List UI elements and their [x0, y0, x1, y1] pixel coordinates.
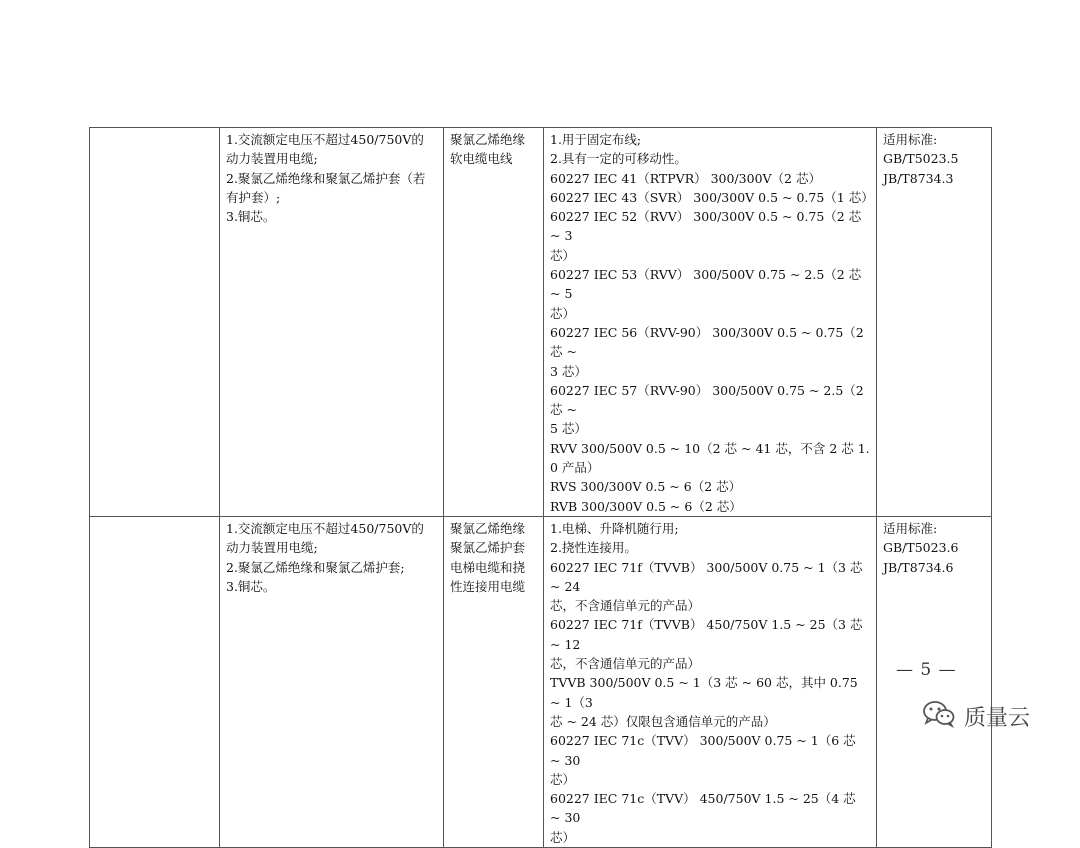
- text-line: 3.铜芯。: [226, 578, 276, 594]
- text-line: 芯，不含通信单元的产品）: [550, 598, 701, 614]
- text-line: 1.交流额定电压不超过450/750V的: [226, 520, 424, 536]
- text-line: 60227 IEC 57（RVV-90） 300/500V 0.75 ~ 2.5（2 芯 ~: [550, 382, 864, 418]
- brand-watermark: [922, 700, 1030, 732]
- text-line: 60227 IEC 56（RVV-90） 300/300V 0.5 ~ 0.75（2 芯 ~: [550, 324, 864, 360]
- text-line: 软电缆电线: [450, 151, 513, 167]
- text-line: 芯，不含通信单元的产品）: [550, 656, 701, 672]
- text-line: 2.聚氯乙烯绝缘和聚氯乙烯护套;: [226, 559, 405, 575]
- text-line: 1.交流额定电压不超过450/750V的: [226, 132, 424, 147]
- text-line: 1.用于固定布线;: [550, 132, 642, 147]
- text-line: 电梯电缆和挠: [450, 559, 526, 575]
- text-line: RVB 300/300V 0.5 ~ 6（2 芯）: [550, 498, 742, 514]
- text-line: 适用标准:: [883, 520, 938, 536]
- text-line: 2.具有一定的可移动性。: [550, 151, 687, 167]
- text-line: RVV 300/500V 0.5 ~ 10（2 芯 ~ 41 芯，不含 2 芯 1.0 产品）: [550, 440, 870, 476]
- table-row: [90, 516, 992, 847]
- text-line: 2.挠性连接用。: [550, 540, 637, 556]
- page-number: — 5 —: [896, 660, 957, 680]
- brand-name: 质量云: [964, 705, 1031, 731]
- scope-cell: [220, 516, 444, 847]
- text-line: 1.电梯、升降机随行用;: [550, 520, 679, 536]
- text-line: JB/T8734.3: [883, 170, 954, 186]
- text-line: 60227 IEC 71f（TVVB） 300/500V 0.75 ~ 1（3 芯 ~ 24: [550, 559, 863, 594]
- text-line: 性连接用电缆: [450, 578, 526, 594]
- text-line: GB/T5023.5: [883, 151, 959, 167]
- text-line: 芯）: [550, 771, 576, 787]
- text-line: RVS 300/300V 0.5 ~ 6（2 芯）: [550, 479, 742, 495]
- text-line: 60227 IEC 43（SVR） 300/300V 0.5 ~ 0.75（1 芯）: [550, 189, 874, 205]
- text-line: 2.聚氯乙烯绝缘和聚氯乙烯护套（若: [226, 170, 426, 186]
- standard-cell: [877, 128, 992, 517]
- text-line: 聚氯乙烯绝缘: [450, 520, 526, 536]
- text-line: 60227 IEC 53（RVV） 300/500V 0.75 ~ 2.5（2 芯 ~ 5: [550, 267, 862, 302]
- text-line: 5 芯）: [550, 421, 587, 437]
- models-cell: [544, 516, 877, 847]
- text-line: 聚氯乙烯绝缘: [450, 132, 526, 147]
- text-line: 60227 IEC 71f（TVVB） 450/750V 1.5 ~ 25（3 芯 ~ 12: [550, 617, 863, 652]
- text-line: 有护套）;: [226, 189, 281, 205]
- text-line: 60227 IEC 71c（TVV） 450/750V 1.5 ~ 25（4 芯 ~ 30: [550, 791, 856, 826]
- text-line: 60227 IEC 52（RVV） 300/300V 0.5 ~ 0.75（2 芯 ~ 3: [550, 209, 862, 244]
- models-cell: [544, 128, 877, 517]
- scope-cell: [220, 128, 444, 517]
- wechat-icon: [922, 700, 956, 732]
- text-line: 芯 ~ 24 芯）仅限包含通信单元的产品）: [550, 713, 776, 729]
- table-row: [90, 128, 992, 517]
- product-table: [89, 127, 992, 848]
- text-line: 芯）: [550, 305, 576, 321]
- product-name-cell: [444, 128, 544, 517]
- text-line: 60227 IEC 41（RTPVR） 300/300V（2 芯）: [550, 170, 821, 186]
- product-name-cell: [444, 516, 544, 847]
- text-line: GB/T5023.6: [883, 540, 959, 556]
- text-line: 动力装置用电缆;: [226, 540, 318, 556]
- text-line: 芯）: [550, 829, 576, 845]
- text-line: 3.铜芯。: [226, 209, 276, 225]
- text-line: 适用标准:: [883, 132, 938, 147]
- standard-cell: [877, 516, 992, 847]
- text-line: TVVB 300/500V 0.5 ~ 1（3 芯 ~ 60 芯，其中 0.75 ~ 1（3: [550, 675, 858, 710]
- category-cell: [90, 516, 220, 847]
- text-line: 3 芯）: [550, 363, 587, 379]
- text-line: 60227 IEC 71c（TVV） 300/500V 0.75 ~ 1（6 芯 ~ 30: [550, 733, 856, 768]
- text-line: JB/T8734.6: [883, 559, 954, 575]
- text-line: 芯）: [550, 247, 576, 263]
- category-cell: [90, 128, 220, 517]
- text-line: 动力装置用电缆;: [226, 151, 318, 167]
- text-line: 聚氯乙烯护套: [450, 540, 526, 556]
